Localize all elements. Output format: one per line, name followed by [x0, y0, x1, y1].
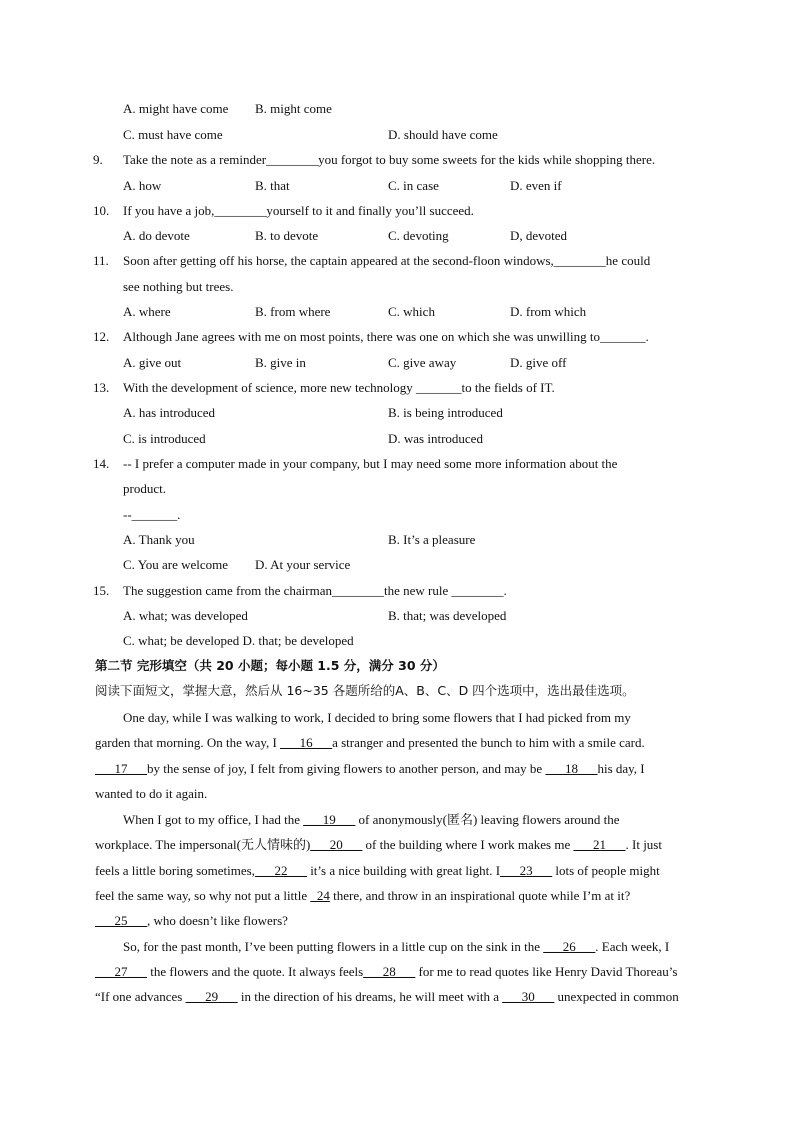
q11-number: 11.: [93, 253, 109, 268]
blank-23: ___23___: [500, 863, 553, 878]
q13-stem: With the development of science, more new technology _______to the fields of IT.: [123, 380, 555, 395]
q12-number: 12.: [93, 329, 110, 344]
q14-option-a: A. Thank you: [123, 532, 195, 547]
passage-p2-line3: feels a little boring sometimes,___22___ it’s a nice building with great light. I___23___ lots of people might: [95, 863, 660, 878]
blank-18: ___18___: [545, 761, 598, 776]
q12-stem: Although Jane agrees with me on most points, there was one on which she was unwilling to_______.: [123, 329, 649, 344]
passage-p3-line1: So, for the past month, I’ve been putting flowers in a little cup on the sink in the ___26___. Each week, I: [123, 939, 670, 954]
q9-option-b: B. that: [255, 178, 290, 193]
q15-number: 15.: [93, 583, 110, 598]
q10-option-b: B. to devote: [255, 228, 319, 243]
q11-stem-line2: see nothing but trees.: [123, 279, 234, 294]
q13-number: 13.: [93, 380, 110, 395]
passage-p1-line2: garden that morning. On the way, I ___16___a stranger and presented the bunch to him with a smile card.: [95, 735, 645, 750]
passage-p2-line1: When I got to my office, I had the ___19___ of anonymously(匿名) leaving flowers around the: [123, 812, 620, 827]
blank-28: ___28___: [363, 964, 416, 979]
q14-option-c: C. You are welcome: [123, 557, 229, 572]
blank-26: ___26___: [543, 939, 596, 954]
section2-instruction: 阅读下面短文，掌握大意，然后从 16~35 各题所给的A、B、C、D 四个选项中，选出最佳选项。: [95, 683, 635, 698]
q8-option-c: C. must have come: [123, 127, 223, 142]
q10-option-c: C. devoting: [388, 228, 449, 243]
q13-option-d: D. was introduced: [388, 431, 483, 446]
passage-p1-line4: wanted to do it again.: [95, 786, 208, 801]
q11-option-c: C. which: [388, 304, 435, 319]
q9-option-c: C. in case: [388, 178, 439, 193]
blank-21: ___21___: [573, 837, 626, 852]
passage-p3-line2: ___27___ the flowers and the quote. It always feels___28___ for me to read quotes like Henry David Thoreau’s: [95, 964, 678, 979]
blank-17: ___17___: [95, 761, 147, 776]
passage-p1-line1: One day, while I was walking to work, I decided to bring some flowers that I had picked from my: [123, 710, 631, 725]
blank-27: ___27___: [95, 964, 147, 979]
q14-number: 14.: [93, 456, 110, 471]
q12-option-c: C. give away: [388, 355, 457, 370]
passage-p2-line5: ___25___, who doesn’t like flowers?: [95, 913, 288, 928]
q15-option-a: A. what; was developed: [123, 608, 248, 623]
section2-heading: 第二节 完形填空（共 20 小题；每小题 1.5 分，满分 30 分）: [95, 658, 445, 673]
q13-option-c: C. is introduced: [123, 431, 206, 446]
blank-20: ___20___: [310, 837, 363, 852]
blank-30: ___30___: [502, 989, 555, 1004]
q14-option-b: B. It’s a pleasure: [388, 532, 476, 547]
q12-option-a: A. give out: [123, 355, 182, 370]
q15-option-b: B. that; was developed: [388, 608, 507, 623]
passage-p1-line3: ___17___by the sense of joy, I felt from giving flowers to another person, and may be ___18___his day, I: [95, 761, 645, 776]
q9-stem: Take the note as a reminder________you forgot to buy some sweets for the kids while shopping there.: [123, 152, 656, 167]
q11-stem-line1: Soon after getting off his horse, the captain appeared at the second-floon windows,________he could: [123, 253, 651, 268]
blank-16: ___16___: [280, 735, 333, 750]
passage-p2-line4: feel the same way, so why not put a little _24 there, and throw in an inspirational quote while I’m at it?: [95, 888, 631, 903]
blank-25: ___25___: [95, 913, 147, 928]
q14-stem-line2: product.: [123, 481, 166, 496]
q13-option-a: A. has introduced: [123, 405, 216, 420]
passage-p2-line2: workplace. The impersonal(无人情味的)___20___ of the building where I work makes me ___21___. It just: [95, 837, 662, 852]
q14-stem-line3: --_______.: [123, 507, 181, 522]
blank-24: _24: [310, 888, 330, 903]
q8-option-b: B. might come: [255, 101, 332, 116]
q10-number: 10.: [93, 203, 110, 218]
q12-option-b: B. give in: [255, 355, 306, 370]
q14-stem-line1: -- I prefer a computer made in your company, but I may need some more information about the: [123, 456, 618, 471]
blank-19: ___19___: [303, 812, 356, 827]
q9-option-a: A. how: [123, 178, 162, 193]
q14-option-d: D. At your service: [255, 557, 351, 572]
q8-option-a: A. might have come: [123, 101, 229, 116]
q10-option-d: D, devoted: [510, 228, 568, 243]
q9-option-d: D. even if: [510, 178, 562, 193]
q15-option-cd: C. what; be developed D. that; be developed: [123, 633, 354, 648]
passage-p3-line3: “If one advances ___29___ in the direction of his dreams, he will meet with a ___30___ unexpected in common: [95, 989, 679, 1004]
blank-29: ___29___: [185, 989, 238, 1004]
q12-option-d: D. give off: [510, 355, 567, 370]
q11-option-b: B. from where: [255, 304, 331, 319]
q15-stem: The suggestion came from the chairman________the new rule ________.: [123, 583, 507, 598]
q9-number: 9.: [93, 152, 103, 167]
q13-option-b: B. is being introduced: [388, 405, 503, 420]
blank-22: ___22___: [254, 863, 307, 878]
q11-option-a: A. where: [123, 304, 171, 319]
q10-stem: If you have a job,________yourself to it and finally you’ll succeed.: [123, 203, 474, 218]
q10-option-a: A. do devote: [123, 228, 190, 243]
q8-option-d: D. should have come: [388, 127, 498, 142]
q11-option-d: D. from which: [510, 304, 587, 319]
